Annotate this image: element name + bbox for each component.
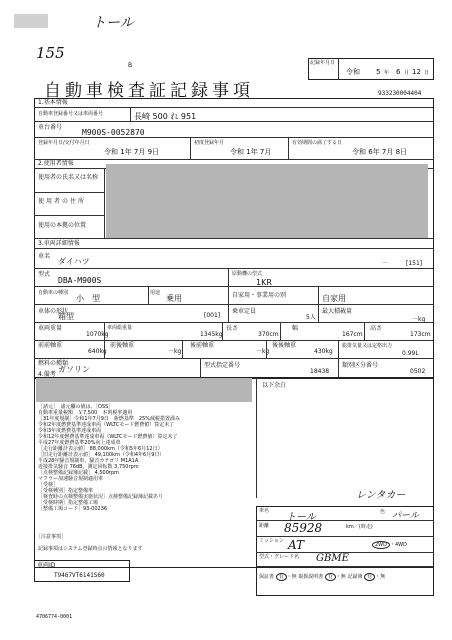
purpose-label: 自家用・事業用の別 bbox=[232, 292, 287, 299]
type-no-value: 18438 bbox=[310, 368, 330, 375]
notice-text: 記録事項はシステム登録時点の情報となります bbox=[38, 546, 143, 552]
capacity-label: 乗車定員 bbox=[232, 308, 257, 315]
type-no-label: 型式指定番号 bbox=[204, 362, 241, 369]
reg-number-label: 自動車登録番号又は車両番号 bbox=[38, 111, 104, 117]
model-label: 型式 bbox=[38, 271, 51, 278]
expiry-value: 令和 6年 7月 8日 bbox=[352, 148, 408, 156]
user-address-label: 使用者の住所 bbox=[38, 198, 87, 205]
kind-value: 小 型 bbox=[76, 294, 100, 303]
weight-value: 1070kg bbox=[86, 331, 109, 338]
height-value: 173cm bbox=[410, 331, 431, 338]
form-car-value: トール bbox=[286, 512, 316, 523]
notice-title: ［注意事項］ bbox=[36, 534, 67, 540]
form-odo-label: 距離 bbox=[259, 523, 270, 529]
fuel-label: 燃料の種類 bbox=[38, 360, 69, 367]
first-reg-label-2: 初度登録年月 bbox=[194, 140, 225, 146]
remarks-lines: ［諸元］ 諸元欄の値は、［OSS］ 自動車重量税額 ￥7,500 本則税率適用 ［31年度規制］令和1年7月9日 新燃基準 25%減税措置満み 令和2年度燃費基準達成車両（WLTCモード燃費値）算定未了 令和3年度燃費基準達成車両 令和12年度燃費基準達成車両（WLTCモード燃費値）算定未了 平成27年度燃費基準20%向上達成車 ［走行距離計表示値］ 88,000km（令和5年6月12日） ［旧走行距離計表示値］ 49,100km（令和4年6月9日） 平成28年騒音規制車，騒音カテゴリ M1A1A 近接排気騒音 76dB，測定回転数 3,750rpm ［点検整備記録簿記載］ 4,500rpm マフラー加速騒音規制適用車 ［受検］ ［受検種別］指定整備車 ［検査時の点検整備実施状況］点検整備記録簿記載あり ［受検時期］指定整備工場 ［整備工場コード］93-00236 bbox=[38, 404, 181, 512]
user-name-label: 使用者の氏名又は名称 bbox=[38, 174, 99, 181]
vehicle-id-value: T9467VT6141S60 bbox=[54, 572, 105, 579]
front-axle-label: 前前軸重 bbox=[38, 342, 63, 349]
redacted-user-info bbox=[106, 164, 428, 239]
reg-number-value: 長崎 500 れ 951 bbox=[134, 112, 197, 121]
displacement-label: 総排気量又は定格出力 bbox=[342, 343, 393, 349]
first-reg-label: 登録年月日/交付年月日 bbox=[38, 140, 90, 146]
form-car-label: 車名 bbox=[259, 508, 270, 514]
chassis-value: M900S-0052870 bbox=[82, 128, 145, 137]
first-reg-value-2: 令和 1年 7月 bbox=[230, 148, 272, 156]
gross-label: 車両総重量 bbox=[107, 325, 133, 331]
section-vehicle: 3.車両詳細情報 bbox=[38, 240, 80, 247]
width-value: 167cm bbox=[342, 331, 363, 338]
rental-note: レンタカー bbox=[356, 490, 406, 501]
record-date-day: 12 bbox=[412, 68, 421, 76]
gross-value: 1345kg bbox=[200, 331, 223, 338]
class-label: 類別区分番号 bbox=[342, 362, 379, 369]
fuel-value: ガソリン bbox=[58, 365, 90, 374]
redacted-remarks bbox=[36, 378, 252, 402]
serial-number: 4706774-0001 bbox=[36, 614, 73, 620]
record-date-label: 記録年月日 bbox=[310, 60, 336, 66]
rear-front-label: 後前軸重 bbox=[190, 342, 215, 349]
form-drive: 2WD ・4WD bbox=[372, 541, 407, 549]
form-grade-value: GBME bbox=[316, 553, 349, 564]
length-value: 370cm bbox=[258, 331, 279, 338]
redacted-top-left bbox=[14, 14, 48, 28]
section-remarks: 4.備考 bbox=[38, 371, 56, 378]
vehicle-id-label: 車両ID bbox=[37, 562, 56, 569]
form-mission-value: AT bbox=[288, 538, 305, 552]
front-rear-label: 前後軸重 bbox=[110, 342, 135, 349]
engine-value: 1KR bbox=[256, 278, 272, 287]
drive-2wd-circled: 2WD bbox=[372, 541, 390, 549]
front-rear-value: －kg bbox=[168, 348, 182, 355]
record-date-year: 5 bbox=[376, 68, 381, 76]
maker-value: ダイハツ bbox=[58, 257, 90, 266]
remarks-below-blank: 以下余白 bbox=[262, 382, 287, 389]
displacement-value: 0.99L bbox=[402, 350, 419, 357]
maxload-label: 最大積載量 bbox=[322, 308, 353, 315]
document-title: 自動車検査証記録事項 bbox=[44, 81, 254, 101]
form-color-label: 色 bbox=[380, 509, 386, 515]
rear-front-value: －kg bbox=[256, 348, 270, 355]
section-user: 2.使用者情報 bbox=[38, 160, 74, 167]
form-color-value: パール bbox=[392, 511, 419, 521]
record-date-era: 令和 bbox=[346, 68, 360, 76]
first-reg-value: 令和 1年 7月 9日 bbox=[104, 148, 160, 156]
maker-label: 車名 bbox=[38, 253, 51, 260]
maxload-value: －kg bbox=[412, 316, 426, 323]
body-value: 箱型 bbox=[58, 312, 74, 321]
class-value: 0502 bbox=[410, 368, 426, 375]
handwritten-number: 155 bbox=[36, 44, 65, 62]
body-code: [001] bbox=[204, 312, 221, 319]
purpose-value: 自家用 bbox=[322, 294, 346, 303]
user-base-label: 使用の本拠の位置 bbox=[38, 222, 87, 229]
length-label: 長さ bbox=[226, 325, 239, 332]
kind-label: 自動車の種別 bbox=[38, 290, 69, 296]
use-value: 乗用 bbox=[166, 294, 182, 303]
handwritten-car-name: トール bbox=[92, 15, 134, 31]
rear-rear-value: 430kg bbox=[314, 348, 333, 355]
capacity-value: 5人 bbox=[306, 314, 316, 321]
front-axle-value: 640kg bbox=[88, 348, 107, 355]
expiry-label: 有効期間の満了する日 bbox=[292, 140, 343, 146]
maker-code: [151] bbox=[406, 260, 423, 267]
height-label: 高さ bbox=[370, 325, 383, 332]
form-docs-row: 保証書 有 ・無 取扱説明書 有 ・無 記録簿 有 ・無 bbox=[259, 574, 386, 580]
weight-label: 車両重量 bbox=[38, 325, 63, 332]
small-b-mark: B bbox=[128, 62, 133, 69]
document-number: 933230004404 bbox=[378, 90, 422, 97]
rear-rear-label: 後後軸重 bbox=[272, 342, 297, 349]
body-label: 車体の形状 bbox=[38, 308, 69, 315]
chassis-label: 車台番号 bbox=[38, 124, 63, 131]
form-odo-value: 85928 bbox=[284, 521, 323, 535]
form-grade-label: 型式・グレード名 bbox=[259, 554, 300, 560]
form-odo-unit: km／(時走) bbox=[346, 524, 373, 530]
form-mission-label: ミッション bbox=[259, 538, 284, 544]
width-label: 幅 bbox=[292, 325, 299, 332]
model-value: DBA-M900S bbox=[58, 276, 102, 285]
section-basic: 1.基本情報 bbox=[38, 99, 68, 106]
engine-label: 原動機の型式 bbox=[232, 271, 263, 277]
record-date-month: 6 bbox=[396, 68, 401, 76]
use-label: 用途 bbox=[150, 290, 161, 296]
